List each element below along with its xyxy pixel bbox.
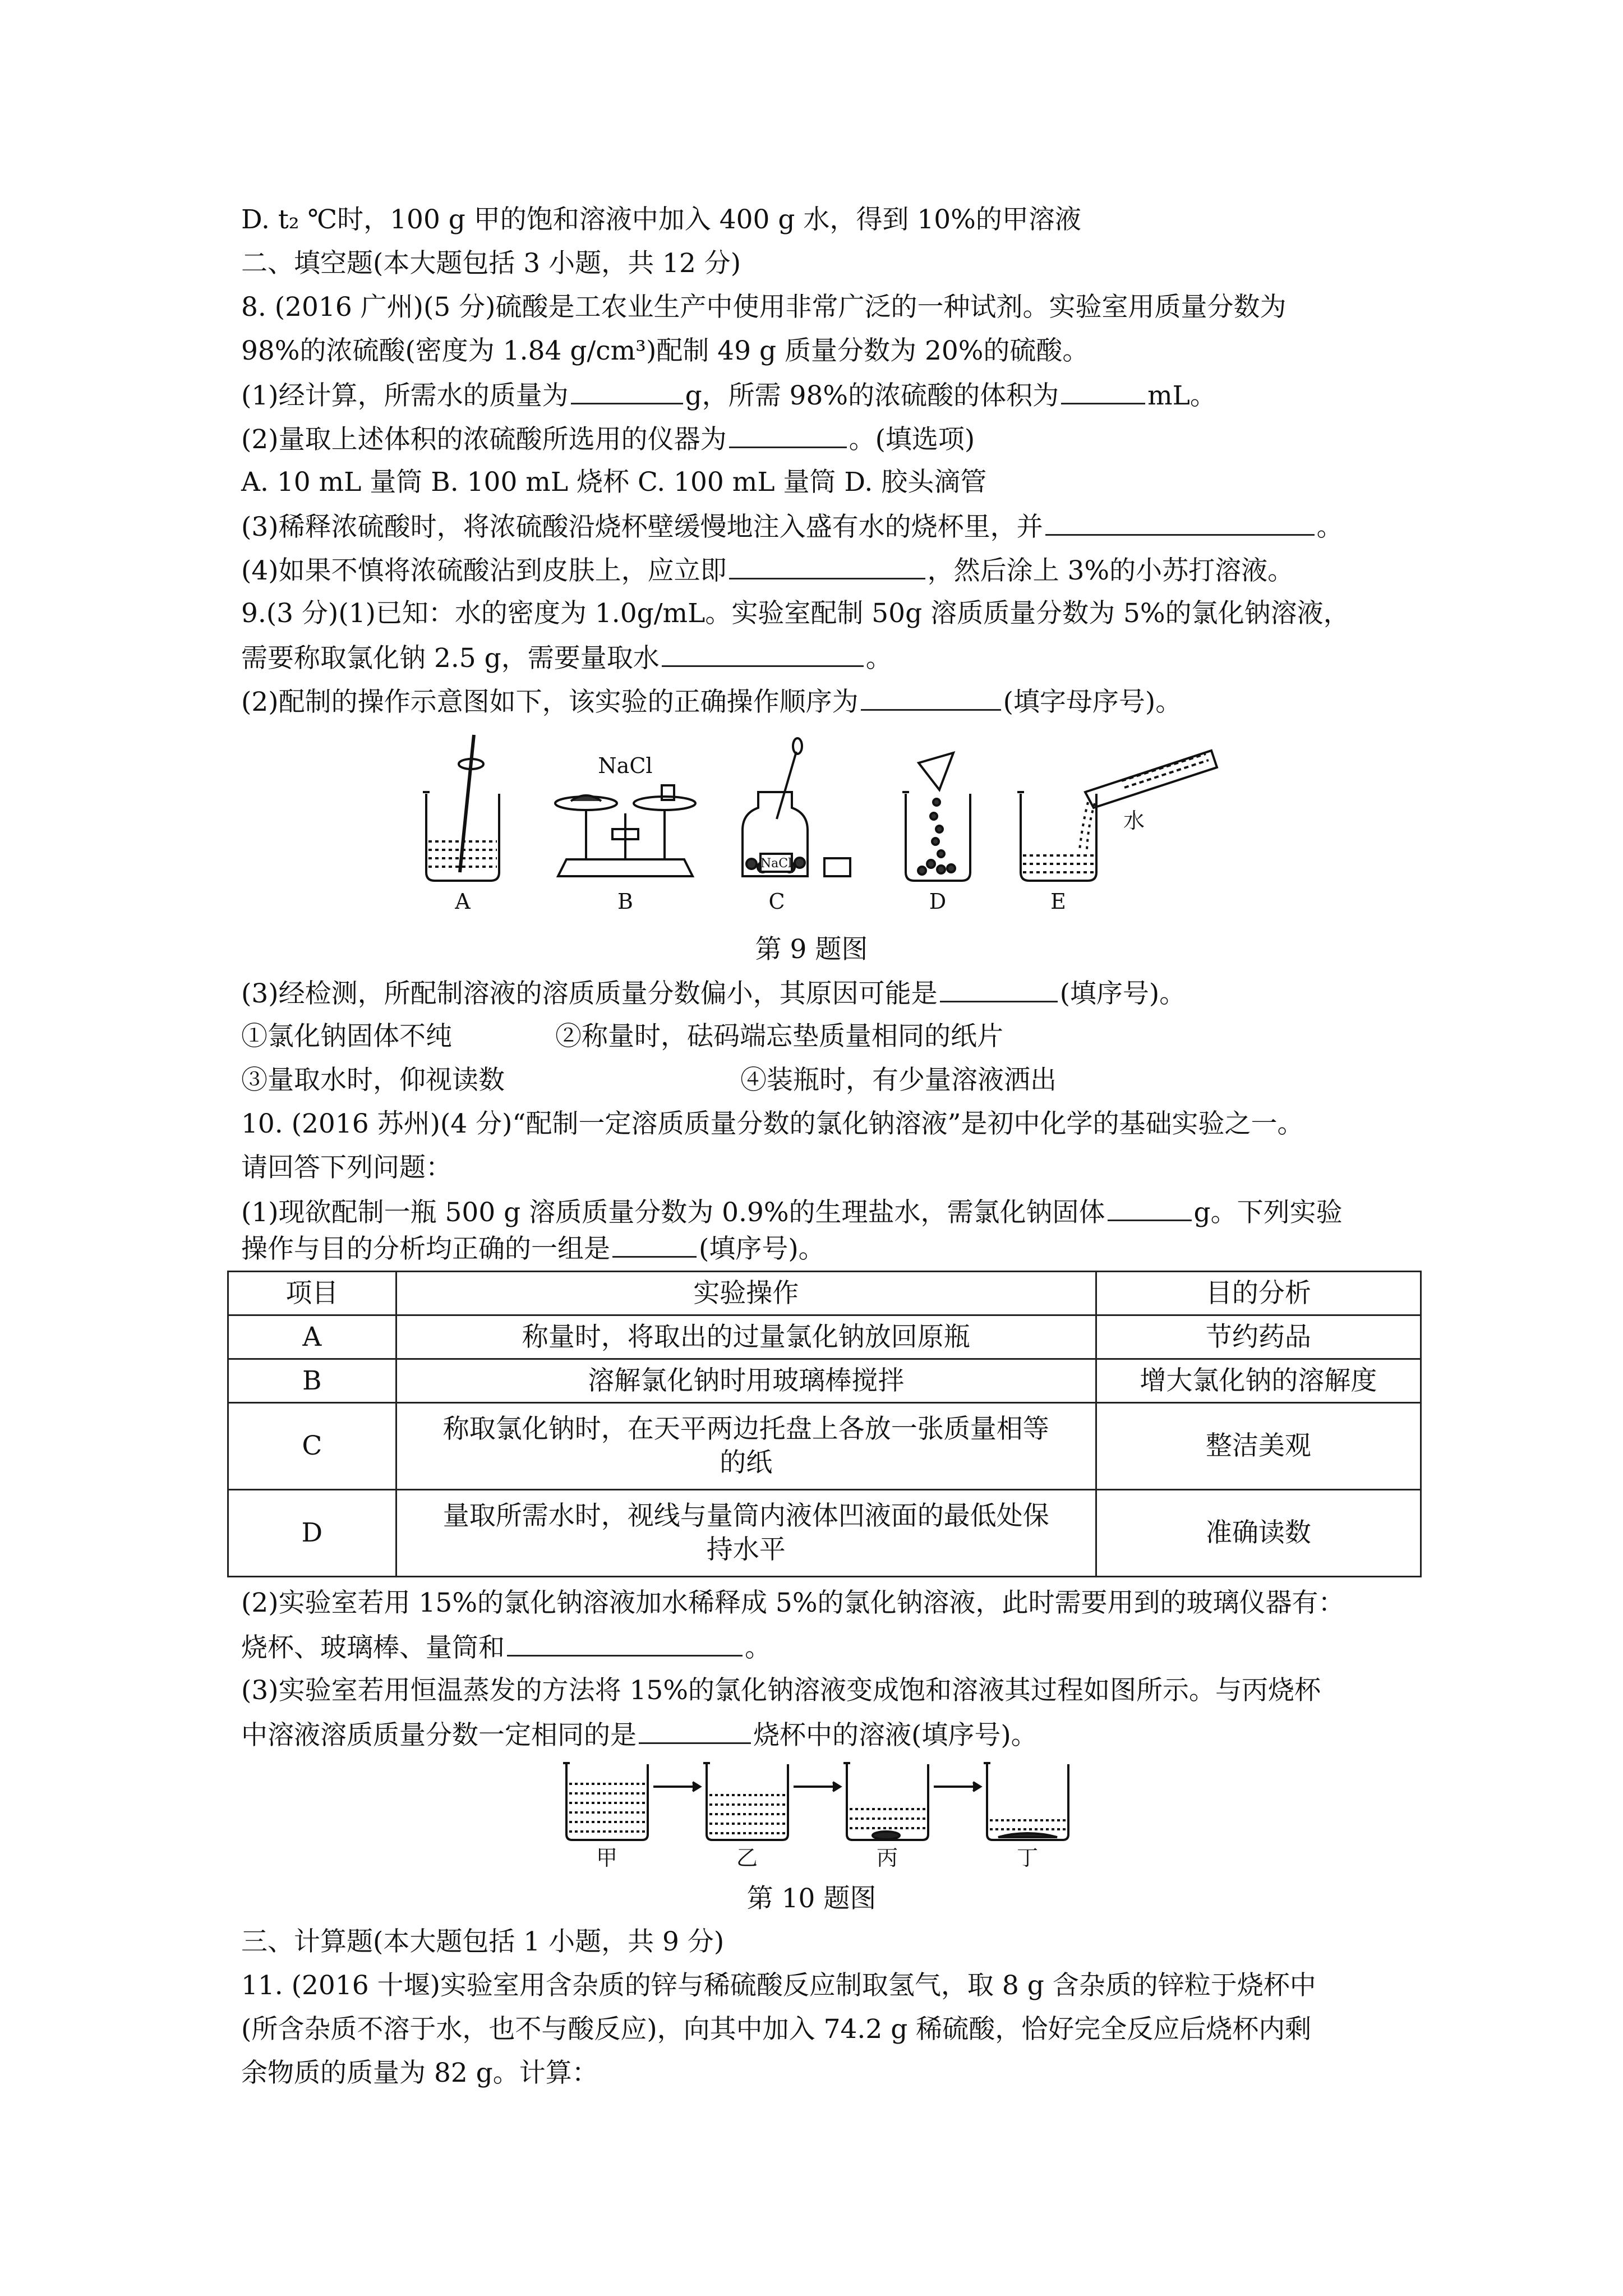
beaker-with-cylinder (1017, 751, 1217, 881)
text: (3)实验室若用恒温蒸发的方法将 15%的氯化钠溶液变成饱和溶液其过程如图所示。与丙烧杯 (241, 1675, 1321, 1706)
table-header-operation: 实验操作 (396, 1272, 1096, 1315)
choice-3: ③量取水时，仰视读数 (241, 1065, 505, 1096)
question-11-stem-end (241, 2056, 1419, 2090)
balance-scale (555, 785, 695, 876)
question-10-part-2-cont (241, 1630, 1419, 1665)
table-cell-operation (396, 1490, 1096, 1577)
answer-blank[interactable] (861, 684, 1001, 711)
question-10-part-1 (241, 1195, 1419, 1230)
table-header-purpose: 目的分析 (1096, 1272, 1421, 1315)
beaker-with-funnel (902, 753, 970, 881)
figure-label-d: D (929, 889, 947, 914)
text: 溶解氯化钠时用玻璃棒搅拌 (588, 1365, 905, 1396)
table-row (228, 1315, 1421, 1359)
figure-9-caption: 第 9 题图 (755, 934, 868, 965)
text: (填序号)。 (699, 1234, 825, 1264)
answer-blank[interactable] (571, 378, 683, 404)
question-9-part-1-cont (241, 641, 1419, 675)
beaker-label-jia: 甲 (596, 1846, 618, 1870)
text: 烧杯中的溶液(填序号)。 (753, 1720, 1038, 1751)
experiment-table (227, 1271, 1422, 1577)
question-10-stem-cont (241, 1151, 1419, 1185)
answer-blank[interactable] (639, 1718, 751, 1744)
text: 98%的浓硫酸(密度为 1.84 g/cm³)配制 49 g 质量分数为 20%的硫酸。 (241, 335, 1089, 366)
text: 操作与目的分析均正确的一组是 (241, 1234, 610, 1264)
option-d-line (241, 203, 1419, 237)
table-cell-item: A (228, 1315, 396, 1359)
arrow-head (693, 1782, 700, 1791)
text: ，然后涂上 3%的小苏打溶液。 (927, 555, 1294, 586)
text: (3)经检测，所配制溶液的溶质质量分数偏小，其原因可能是 (241, 978, 938, 1009)
choice-4: ④装瓶时，有少量溶液洒出 (740, 1065, 1057, 1096)
arrow-head (973, 1782, 980, 1791)
section-heading-calculation (241, 1925, 1419, 1959)
text: 请回答下列问题： (241, 1152, 452, 1183)
figure-label-b: B (617, 889, 633, 914)
beaker-label-ding: 丁 (1016, 1846, 1039, 1870)
beaker-with-stirring-rod (423, 735, 499, 881)
question-11-stem-cont (241, 2013, 1419, 2046)
answer-blank[interactable] (1045, 509, 1315, 536)
beaker-jia (563, 1763, 648, 1840)
question-10-part-3 (241, 1674, 1419, 1708)
text: 。(填选项) (849, 424, 975, 455)
table-cell-item: B (228, 1359, 396, 1403)
question-10-part-1-cont (241, 1231, 1419, 1266)
text: 。 (1316, 512, 1343, 542)
beaker-ding (984, 1763, 1068, 1840)
text: 。 (865, 643, 892, 674)
text: 余物质的质量为 82 g。计算： (241, 2058, 598, 2088)
question-8-stem (241, 291, 1419, 324)
answer-blank[interactable] (1061, 378, 1145, 404)
figure-10-evaporation (555, 1753, 1094, 1871)
question-9-part-2 (241, 684, 1419, 719)
reagent-jar-with-spoon (743, 738, 850, 876)
question-8-part-1 (241, 378, 1419, 413)
answer-blank[interactable] (612, 1231, 697, 1258)
question-10-part-3-cont (241, 1718, 1419, 1752)
text: (1)现欲配制一瓶 500 g 溶质质量分数为 0.9%的生理盐水，需氯化钠固体 (241, 1197, 1105, 1228)
text: (3)稀释浓硫酸时，将浓硫酸沿烧杯壁缓慢地注入盛有水的烧杯里，并 (241, 512, 1043, 542)
text: 二、填空题(本大题包括 3 小题，共 12 分) (241, 248, 741, 279)
arrow-head (833, 1782, 840, 1791)
text: 11. (2016 十堰)实验室用含杂质的锌与稀硫酸反应制取氢气，取 8 g 含杂质的锌粒于烧杯中 (241, 1970, 1316, 2001)
table-cell-operation (396, 1403, 1096, 1490)
text: 称量时，将取出的过量氯化钠放回原瓶 (522, 1321, 970, 1352)
text: (4)如果不慎将浓硫酸沾到皮肤上，应立即 (241, 555, 727, 586)
question-8-part-2 (241, 422, 1419, 457)
text: 8. (2016 广州)(5 分)硫酸是工农业生产中使用非常广泛的一种试剂。实验室用质量分数为 (241, 292, 1287, 323)
answer-blank[interactable] (662, 641, 864, 667)
choice-2: ②称量时，砝码端忘垫质量相同的纸片 (555, 1021, 1003, 1052)
table-cell-purpose: 增大氯化钠的溶解度 (1096, 1359, 1421, 1403)
beaker-label-yi: 乙 (736, 1846, 758, 1870)
beaker-yi (703, 1763, 788, 1840)
answer-blank[interactable] (729, 553, 925, 579)
answer-blank[interactable] (940, 976, 1058, 1002)
figure-label-c: C (768, 889, 785, 914)
text: 持水平 (706, 1534, 786, 1565)
table-cell-purpose: 节约药品 (1096, 1315, 1421, 1359)
question-8-part-4 (241, 553, 1419, 588)
text: (2)量取上述体积的浓硫酸所选用的仪器为 (241, 424, 727, 455)
text: 中溶液溶质质量分数一定相同的是 (241, 1720, 637, 1751)
question-11-stem (241, 1969, 1419, 2003)
question-8-part-3 (241, 509, 1419, 544)
water-label: 水 (1123, 808, 1145, 833)
table-cell-purpose: 整洁美观 (1096, 1403, 1421, 1490)
section-heading-fill-in (241, 247, 1419, 280)
text: 9.(3 分)(1)已知：水的密度为 1.0g/mL。实验室配制 50g 溶质质量分数为 5%的氯化钠溶液， (241, 598, 1350, 629)
table-cell-operation (396, 1359, 1096, 1403)
beaker-bing (843, 1763, 928, 1840)
text: (1)经计算，所需水的质量为 (241, 380, 569, 411)
text: 10. (2016 苏州)(4 分)“配制一定溶质质量分数的氯化钠溶液”是初中化学的基础实验之一。 (241, 1108, 1304, 1139)
text: g。下列实验 (1193, 1197, 1343, 1228)
answer-blank[interactable] (507, 1630, 743, 1657)
table-cell-item: C (228, 1403, 396, 1490)
question-8-stem-cont (241, 334, 1419, 368)
figure-label-e: E (1050, 889, 1066, 914)
beaker-label-bing: 丙 (876, 1846, 898, 1870)
figure-9-lab-operations (415, 729, 1256, 920)
jar-label: NaCl (760, 857, 792, 871)
text: 三、计算题(本大题包括 1 小题，共 9 分) (241, 1926, 725, 1957)
text: (填序号)。 (1059, 978, 1186, 1009)
answer-blank[interactable] (729, 422, 847, 448)
table-cell-purpose: 准确读数 (1096, 1490, 1421, 1577)
table-row (228, 1403, 1421, 1490)
text: 需要称取氯化钠 2.5 g，需要量取水 (241, 643, 660, 674)
text: (2)配制的操作示意图如下，该实验的正确操作顺序为 (241, 687, 859, 717)
table-row (228, 1359, 1421, 1403)
text: 的纸 (720, 1447, 773, 1478)
text: A. 10 mL 量筒 B. 100 mL 烧杯 C. 100 mL 量筒 D. 胶头滴管 (241, 467, 987, 498)
text: (填字母序号)。 (1003, 687, 1182, 717)
choice-1: ①氯化钠固体不纯 (241, 1021, 452, 1052)
text: 。 (745, 1632, 771, 1663)
table-header-item: 项目 (228, 1272, 396, 1315)
text: D. t₂ ℃时，100 g 甲的饱和溶液中加入 400 g 水，得到 10%的甲溶液 (241, 204, 1081, 235)
table-cell-item: D (228, 1490, 396, 1577)
question-9-part-3 (241, 976, 1419, 1011)
text: 称取氯化钠时，在天平两边托盘上各放一张质量相等 (442, 1414, 1049, 1444)
question-10-stem (241, 1107, 1419, 1141)
table-row (228, 1490, 1421, 1577)
answer-blank[interactable] (1108, 1195, 1192, 1221)
text: g，所需 98%的浓硫酸的体积为 (685, 380, 1059, 411)
table-cell-operation (396, 1315, 1096, 1359)
text: 烧杯、玻璃棒、量筒和 (241, 1632, 505, 1663)
text: (所含杂质不溶于水，也不与酸反应)，向其中加入 74.2 g 稀硫酸，恰好完全反应后烧杯内剩 (241, 2014, 1312, 2045)
text: (2)实验室若用 15%的氯化钠溶液加水稀释成 5%的氯化钠溶液，此时需要用到的玻璃仪器有： (241, 1588, 1345, 1618)
text: mL。 (1147, 380, 1216, 411)
question-9-part-1 (241, 597, 1419, 631)
question-10-part-2 (241, 1586, 1419, 1620)
figure-label-a: A (455, 889, 471, 914)
question-8-options (241, 466, 1419, 499)
figure-10-caption: 第 10 题图 (746, 1883, 877, 1914)
nacl-label: NaCl (598, 753, 653, 778)
text: 量取所需水时，视线与量筒内液体凹液面的最低处保 (442, 1501, 1049, 1531)
